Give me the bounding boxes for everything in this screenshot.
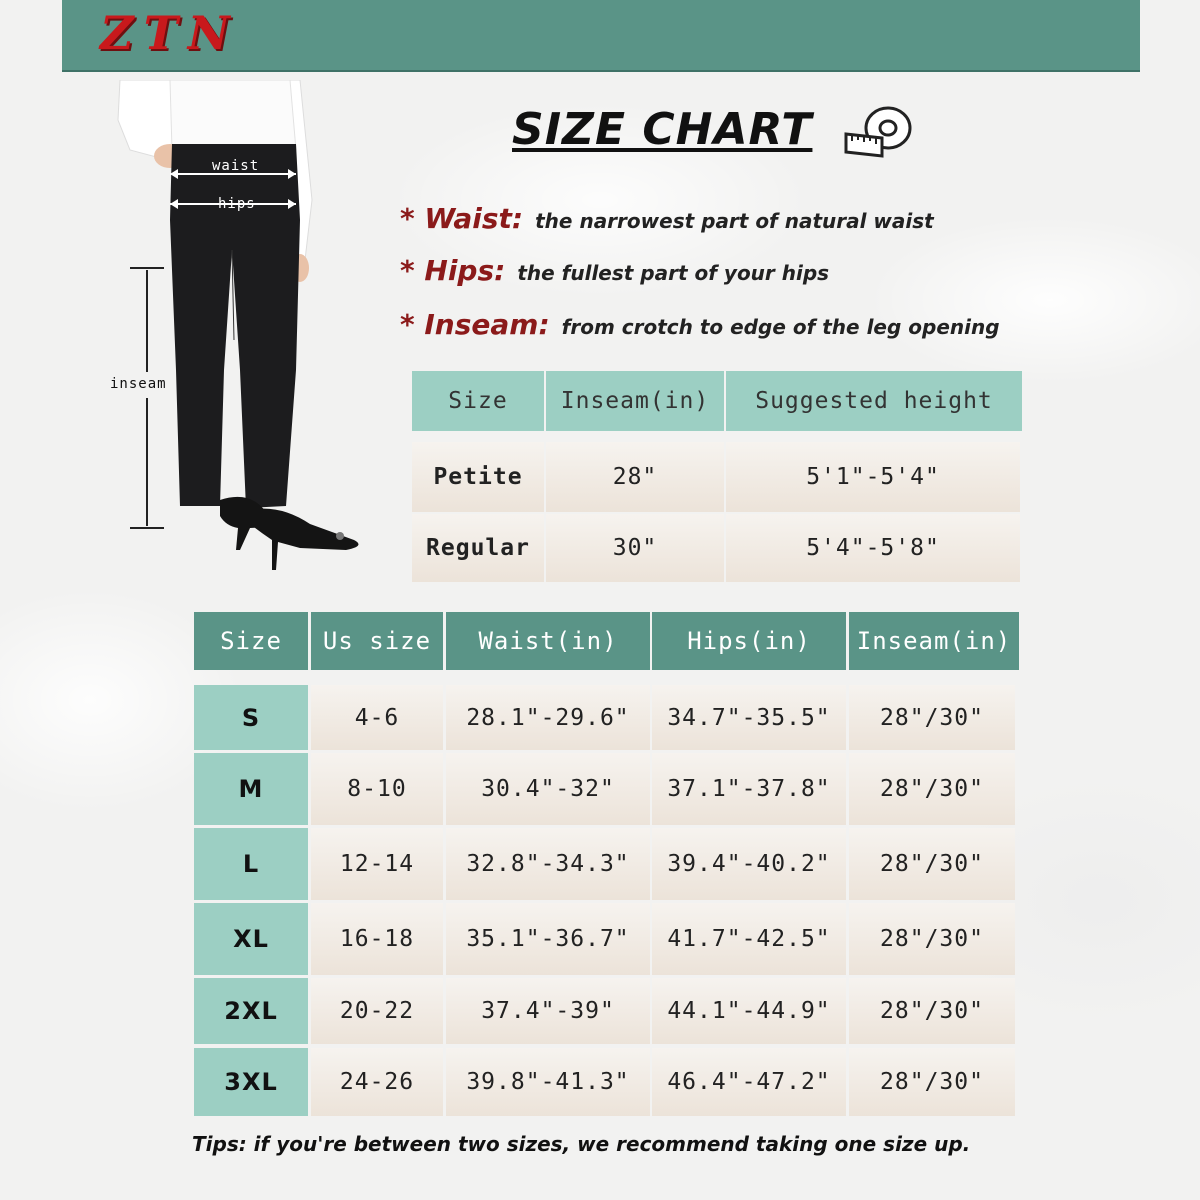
measuring-tape-icon <box>842 104 914 160</box>
definition-text: the fullest part of your hips <box>517 261 830 285</box>
height-cell: 30" <box>546 514 724 582</box>
definition-hips <box>400 254 829 287</box>
definition-inseam <box>400 308 1000 341</box>
hips-label: hips <box>218 196 256 212</box>
size-cell: 28"/30" <box>849 828 1015 900</box>
size-cell: 12-14 <box>311 828 443 900</box>
size-cell: 20-22 <box>311 978 443 1044</box>
size-cell: 32.8"-34.3" <box>446 828 650 900</box>
size-cell: 30.4"-32" <box>446 753 650 825</box>
size-cell: 28"/30" <box>849 1048 1015 1116</box>
height-cell: 28" <box>546 442 724 512</box>
size-header-cell: Hips(in) <box>652 612 846 670</box>
size-row-label: 3XL <box>194 1048 308 1116</box>
height-row-label: Petite <box>412 442 544 512</box>
size-header-cell: Us size <box>311 612 443 670</box>
size-cell: 39.4"-40.2" <box>652 828 846 900</box>
size-cell: 34.7"-35.5" <box>652 685 846 750</box>
size-cell: 28"/30" <box>849 685 1015 750</box>
definition-key: * Hips: <box>400 254 506 287</box>
size-cell: 35.1"-36.7" <box>446 903 650 975</box>
brand-logo: ZTN <box>100 6 240 60</box>
page-title: SIZE CHART <box>512 104 813 155</box>
size-cell: 28"/30" <box>849 903 1015 975</box>
size-cell: 24-26 <box>311 1048 443 1116</box>
definition-text: from crotch to edge of the leg opening <box>561 315 1000 339</box>
size-row-label: XL <box>194 903 308 975</box>
sizing-tip: Tips: if you're between two sizes, we recommend taking one size up. <box>192 1132 971 1156</box>
height-cell: 5'4"-5'8" <box>726 514 1020 582</box>
definition-text: the narrowest part of natural waist <box>535 209 934 233</box>
size-header-cell: Size <box>194 612 308 670</box>
height-header-cell: Inseam(in) <box>546 371 724 431</box>
size-cell: 37.1"-37.8" <box>652 753 846 825</box>
height-header-cell: Size <box>412 371 544 431</box>
size-cell: 28.1"-29.6" <box>446 685 650 750</box>
size-row-label: 2XL <box>194 978 308 1044</box>
size-cell: 39.8"-41.3" <box>446 1048 650 1116</box>
size-cell: 44.1"-44.9" <box>652 978 846 1044</box>
size-cell: 41.7"-42.5" <box>652 903 846 975</box>
definition-waist <box>400 202 934 235</box>
model-illustration <box>100 80 380 580</box>
waist-label: waist <box>212 158 260 174</box>
size-cell: 46.4"-47.2" <box>652 1048 846 1116</box>
definition-key: * Waist: <box>400 202 524 235</box>
size-row-label: L <box>194 828 308 900</box>
inseam-label: inseam <box>110 376 167 392</box>
size-row-label: M <box>194 753 308 825</box>
definition-key: * Inseam: <box>400 308 550 341</box>
size-row-label: S <box>194 685 308 750</box>
size-cell: 4-6 <box>311 685 443 750</box>
size-header-cell: Waist(in) <box>446 612 650 670</box>
size-cell: 28"/30" <box>849 978 1015 1044</box>
size-cell: 28"/30" <box>849 753 1015 825</box>
height-row-label: Regular <box>412 514 544 582</box>
model-figure <box>100 80 380 580</box>
size-cell: 16-18 <box>311 903 443 975</box>
size-header-cell: Inseam(in) <box>849 612 1019 670</box>
height-header-cell: Suggested height <box>726 371 1022 431</box>
size-cell: 37.4"-39" <box>446 978 650 1044</box>
size-cell: 8-10 <box>311 753 443 825</box>
height-cell: 5'1"-5'4" <box>726 442 1020 512</box>
